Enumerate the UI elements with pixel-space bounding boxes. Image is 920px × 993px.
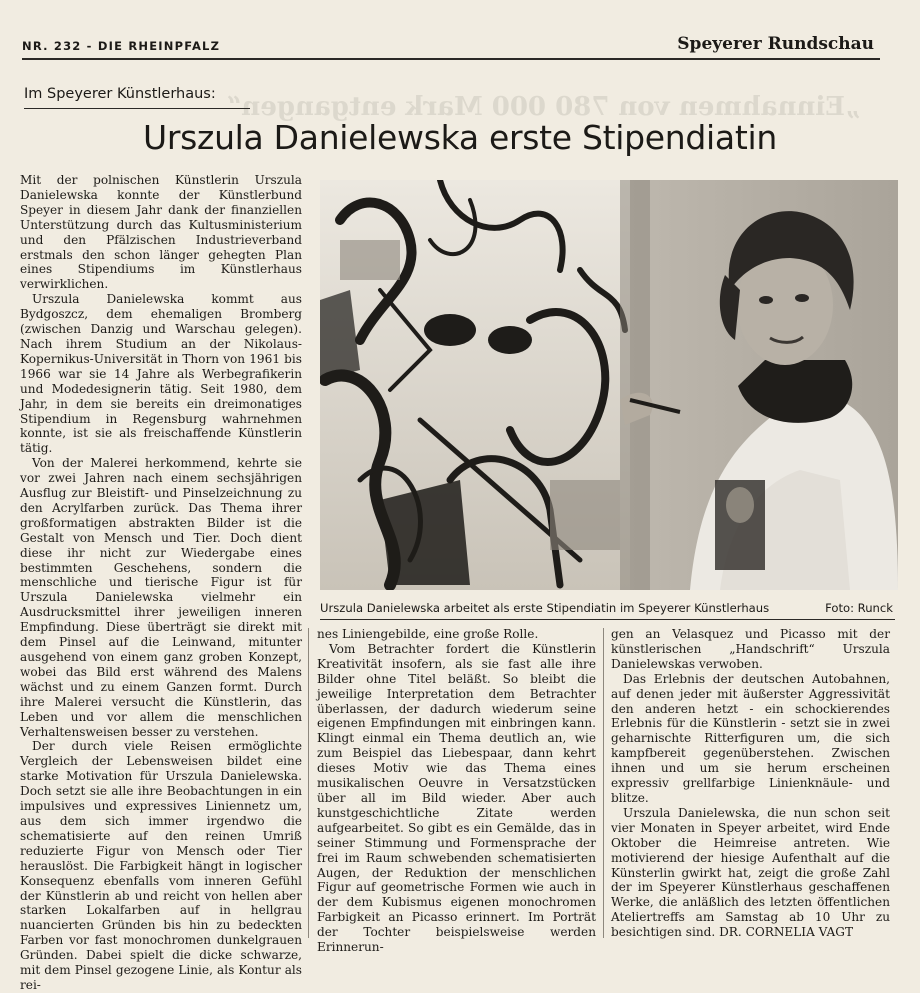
paragraph: gen an Velasquez und Picasso mit der künstlerischen „Handschrift“ Urszula Danielewskas verwoben. [611,627,890,671]
kicker [24,80,250,109]
column-divider [308,628,309,938]
paragraph: Vom Betrachter fordert die Künstlerin Kreativität insofern, als sie fast alle ihre Bilder ohne Titel beläßt. So bleibt die jeweilige Interpretation dem Betrachter überlassen, der dadurch wiederum seine eigenen Empfindungen mit einbringen kann. Klingt einmal ein Thema deutlich an, wie zum Beispiel das Liebespaar, dann kehrt dieses Motiv wie das Thema eines musikalischen Oeuvre in Versatzstücken über all im Bild wieder. Aber auch kunstgeschichtliche Zitate werden aufgearbeitet. So gibt es ein Gemälde, das in seiner Stimmung und Formensprache der frei im Raum schwebenden schematisierten Augen, der Reduktion der menschlichen Figur auf geometrische Formen wie auch in der dem Kubismus eigenen monochromen Farbigkeit an Picasso erinnert. Im Porträt der Tochter beispielsweise werden Erinnerun- [317,641,596,955]
article-column-3 [611,627,890,940]
headline: Urszula Danielewska erste Stipendiatin [143,118,777,157]
paragraph: Der durch viele Reisen ermöglichte Vergleich der Lebensweisen bildet eine starke Motivation für Urszula Danielewska. Doch setzt sie alle ihre Beobachtungen in ein impulsives und expressives Liniennetz um, aus dem sich immer irgendwo die schematisierte auf den reinen Umriß reduzierte Figur von Mensch oder Tier herauslöst. Die Farbigkeit hängt in logischer Konsequenz ebenfalls vom inneren Gefühl der Künstlerin ab und reicht von hellen aber starken Lokalfarben auf in hellgrau nuancierten Gründen bis hin zu bedeckten Farben vor fast monochromen dunkelgrauen Gründen. Dabei spielt die dicke schwarze, mit dem Pinsel gezogene Linie, als Kontur als rei- [20,739,302,992]
kicker-text: Im Speyerer Künstlerhaus: [24,86,216,102]
paragraph: Urszula Danielewska, die nun schon seit vier Monaten in Speyer arbeitet, wird Ende Oktober die Heimreise antreten. Wie motivierend der hiesige Aufenthalt auf die Künsterlin gwirkt hat, zeigt die große Zahl der im Speyerer Künstlerhaus geschaffenen Werke, die anläßlich des letzten öffentlichen Ateliertreffs am Samstag ab 10 Uhr zu besichtigen sind. DR. CORNELIA VAGT [611,805,890,940]
photo-credit: Foto: Runck [825,601,893,615]
paragraph: Mit der polnischen Künstlerin Urszula Danielewska konnte der Künstlerbund Speyer in diesem Jahr dank der finanziellen Unterstützung durch das Kultusministerium und den Pfälzischen Industrieverband erstmals den schon länger gehegten Plan eines Stipendiums im Künstlerhaus verwirklichen. [20,173,302,292]
section-title: Speyerer Rundschau [677,34,874,54]
artist-painting-photo [320,180,898,590]
bleed-through-text: „Einnahmen von 780 000 Mark entgangen“ [226,92,860,122]
paragraph: Von der Malerei herkommend, kehrte sie vor zwei Jahren nach einem sechsjährigen Ausflug zur Bleistift- und Pinselzeichnung zu den Acrylfarben zurück. Das Thema ihrer großformatigen abstrakten Bilder ist die Gestalt von Mensch und Tier. Doch dient diese ihr nicht zur Wiedergabe eines bestimmten Geschehens, sondern die menschliche und tierische Figur ist für Urszula Danielewska vielmehr ein Ausdrucksmittel ihrer jeweiligen inneren Empfindung. Diese überträgt sie direkt mit dem Pinsel auf die Leinwand, mitunter ausgehend von einem ganz groben Konzept, wobei das Bild erst während des Malens wächst und zu einem Ganzen formt. Durch ihre Malerei versucht die Künstlerin, das Leben und vor allem die menschlichen Verhaltensweisen besser zu verstehen. [20,456,302,739]
column-divider [603,628,604,938]
article-column-2 [317,627,596,955]
masthead [22,30,880,60]
issue-line: NR. 232 - DIE RHEINPFALZ [22,39,221,53]
caption-text: Urszula Danielewska arbeitet als erste Stipendiatin im Speyerer Künstlerhaus [320,601,770,615]
paragraph: Urszula Danielewska kommt aus Bydgoszcz, dem ehemaligen Bromberg (zwischen Danzig und Warschau gelegen). Nach ihrem Studium an der Nikolaus-Kopernikus-Universität in Thorn von 1961 bis 1966 war sie 14 Jahre als Werbegrafikerin und Modedesignerin tätig. Seit 1980, dem Jahr, in dem sie bereits ein dreimonatiges Stipendium in Regensburg wahrnehmen konnte, ist sie als freischaffende Künstlerin tätig. [20,292,302,456]
photo-caption [320,601,895,620]
article-photo [320,180,898,590]
paragraph: Das Erlebnis der deutschen Autobahnen, auf denen jeder mit äußerster Aggressivität den anderen hetzt - ein schockierendes Erlebnis für die Künstlerin - setzt sie in zwei geharnischte Ritterfiguren um, die sich kampfbereit gegenüberstehen. Zwischen ihnen und um sie herum erscheinen expressiv grellfarbige Linienknäule- und blitze. [611,671,890,805]
paragraph: nes Liniengebilde, eine große Rolle. [317,627,539,641]
article-column-1 [20,173,302,993]
